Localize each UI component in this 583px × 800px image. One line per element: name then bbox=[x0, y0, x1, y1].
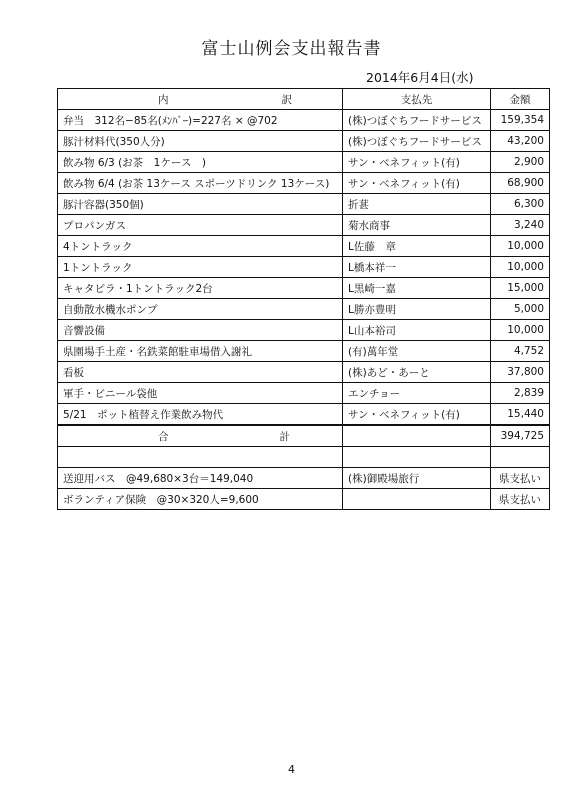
table-row bbox=[58, 299, 550, 320]
row-payee: L橋本祥一 bbox=[343, 257, 491, 278]
row-description: プロパンガス bbox=[58, 215, 343, 236]
total-label-right: 計 bbox=[279, 430, 292, 443]
row-payee: (株)つぼぐちフードサービス bbox=[343, 131, 491, 152]
page-number: 4 bbox=[288, 763, 295, 776]
row-amount: 10,000 bbox=[491, 320, 550, 341]
row-description: 看板 bbox=[58, 362, 343, 383]
row-description: 自動散水機水ポンプ bbox=[58, 299, 343, 320]
row-description: 音響設備 bbox=[58, 320, 343, 341]
row-amount: 43,200 bbox=[491, 131, 550, 152]
row-amount: 3,240 bbox=[491, 215, 550, 236]
row-description: 送迎用バス @49,680×3台＝149,040 bbox=[58, 468, 343, 489]
row-amount: 15,440 bbox=[491, 404, 550, 426]
row-payee: (株)つぼぐちフードサービス bbox=[343, 110, 491, 131]
row-payee: L黒崎一嘉 bbox=[343, 278, 491, 299]
header-amount: 金額 bbox=[491, 89, 550, 110]
row-amount: 県支払い bbox=[491, 468, 550, 489]
row-amount: 6,300 bbox=[491, 194, 550, 215]
row-description: 飲み物 6/4 (お茶 13ケース スポーツドリンク 13ケース) bbox=[58, 173, 343, 194]
row-description: 豚汁材料代(350人分) bbox=[58, 131, 343, 152]
row-payee: L勝亦豊明 bbox=[343, 299, 491, 320]
row-description: 5/21 ポット植替え作業飲み物代 bbox=[58, 404, 343, 426]
total-payee bbox=[343, 425, 491, 447]
row-payee: エンチョー bbox=[343, 383, 491, 404]
table-row bbox=[58, 131, 550, 152]
row-amount: 4,752 bbox=[491, 341, 550, 362]
row-amount: 10,000 bbox=[491, 236, 550, 257]
table-row bbox=[58, 215, 550, 236]
header-description-right: 訳 bbox=[281, 93, 292, 106]
document-title: 富士山例会支出報告書 bbox=[201, 39, 382, 59]
table-row bbox=[58, 257, 550, 278]
row-payee: (株)御殿場旅行 bbox=[343, 468, 491, 489]
row-description: キャタピラ・1トントラック2台 bbox=[58, 278, 343, 299]
row-payee: サン・ベネフィット(有) bbox=[343, 173, 491, 194]
table-row bbox=[58, 110, 550, 131]
table-row bbox=[58, 468, 550, 489]
table-row bbox=[58, 489, 550, 510]
row-amount: 159,354 bbox=[491, 110, 550, 131]
row-payee: (有)萬年堂 bbox=[343, 341, 491, 362]
row-amount: 2,900 bbox=[491, 152, 550, 173]
row-description: 豚汁容器(350個) bbox=[58, 194, 343, 215]
spacer-row bbox=[58, 447, 550, 468]
row-amount: 37,800 bbox=[491, 362, 550, 383]
table-header-row bbox=[58, 89, 550, 110]
total-label-left: 合 bbox=[158, 430, 171, 443]
total-amount: 394,725 bbox=[491, 425, 550, 447]
row-description: 飲み物 6/3 (お茶 1ケース ) bbox=[58, 152, 343, 173]
row-description: 4トントラック bbox=[58, 236, 343, 257]
row-amount: 68,900 bbox=[491, 173, 550, 194]
row-description: 県園場手土産・名鉄菜館駐車場借入謝礼 bbox=[58, 341, 343, 362]
row-description: 1トントラック bbox=[58, 257, 343, 278]
expense-rows bbox=[58, 110, 550, 426]
table-row bbox=[58, 341, 550, 362]
row-amount: 5,000 bbox=[491, 299, 550, 320]
table-row bbox=[58, 362, 550, 383]
row-payee bbox=[343, 489, 491, 510]
table-row bbox=[58, 194, 550, 215]
row-description: ボランティア保険 @30×320人=9,600 bbox=[58, 489, 343, 510]
row-description: 軍手・ビニール袋他 bbox=[58, 383, 343, 404]
table-row bbox=[58, 152, 550, 173]
expense-table bbox=[57, 88, 550, 510]
row-payee: サン・ベネフィット(有) bbox=[343, 152, 491, 173]
row-amount: 県支払い bbox=[491, 489, 550, 510]
document-date: 2014年6月4日(水) bbox=[366, 70, 474, 85]
table-row bbox=[58, 404, 550, 426]
row-payee: L佐藤 章 bbox=[343, 236, 491, 257]
row-payee: L山本裕司 bbox=[343, 320, 491, 341]
header-description-left: 内 bbox=[158, 93, 169, 106]
header-description bbox=[58, 89, 343, 110]
table-row bbox=[58, 383, 550, 404]
header-payee: 支払先 bbox=[343, 89, 491, 110]
row-description: 弁当 312名−85名(ﾒﾝﾊﾞｰ)=227名 × @702 bbox=[58, 110, 343, 131]
row-payee: 折葚 bbox=[343, 194, 491, 215]
table-row bbox=[58, 320, 550, 341]
table-row bbox=[58, 173, 550, 194]
extra-rows bbox=[58, 468, 550, 510]
row-amount: 10,000 bbox=[491, 257, 550, 278]
table-row bbox=[58, 236, 550, 257]
row-payee: サン・ベネフィット(有) bbox=[343, 404, 491, 426]
row-payee: (株)あど・あーと bbox=[343, 362, 491, 383]
total-row bbox=[58, 425, 550, 447]
total-label bbox=[58, 425, 343, 447]
table-row bbox=[58, 278, 550, 299]
row-amount: 2,839 bbox=[491, 383, 550, 404]
row-amount: 15,000 bbox=[491, 278, 550, 299]
row-payee: 菊水商事 bbox=[343, 215, 491, 236]
